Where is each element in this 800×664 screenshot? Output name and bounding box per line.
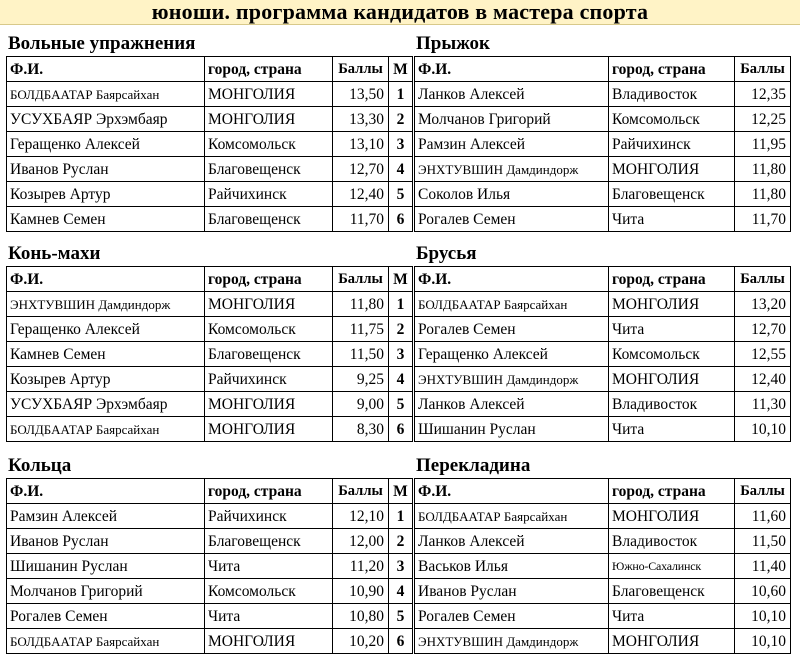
- cell-points: 13,50: [333, 82, 389, 107]
- cell-city: Благовещенск: [205, 529, 333, 554]
- cell-place: 1: [389, 82, 413, 107]
- table-row: [415, 132, 791, 157]
- table-row: [7, 292, 413, 317]
- column-header-name: Ф.И.: [7, 479, 205, 504]
- cell-place: 4: [389, 367, 413, 392]
- cell-points: 8,30: [333, 417, 389, 442]
- event-block-vault: [414, 32, 791, 232]
- column-header-city: город, страна: [205, 57, 333, 82]
- cell-place: 1: [389, 292, 413, 317]
- cell-city: Благовещенск: [609, 579, 735, 604]
- cell-place: 1: [389, 504, 413, 529]
- table-row: [415, 417, 791, 442]
- table-row: [7, 342, 413, 367]
- cell-points: 12,00: [333, 529, 389, 554]
- table-row: [415, 529, 791, 554]
- column-header-city: город, страна: [609, 57, 735, 82]
- table-header-row: [7, 479, 413, 504]
- event-title: Конь-махи: [8, 243, 101, 264]
- column-header-city: город, страна: [205, 267, 333, 292]
- cell-city: МОНГОЛИЯ: [609, 504, 735, 529]
- table-row: [415, 292, 791, 317]
- column-header-city: город, страна: [205, 479, 333, 504]
- event-block-hbar: [414, 454, 791, 654]
- table-row: [7, 182, 413, 207]
- results-table: [414, 56, 791, 232]
- cell-name: Молчанов Григорий: [415, 107, 609, 132]
- cell-name: Рогалев Семен: [415, 317, 609, 342]
- column-header-points: Баллы: [333, 479, 389, 504]
- cell-place: 3: [389, 554, 413, 579]
- cell-name: ЭНХТУВШИН Дамдиндорж: [415, 367, 609, 392]
- cell-points: 9,00: [333, 392, 389, 417]
- cell-name: Иванов Руслан: [7, 157, 205, 182]
- cell-name: Ланков Алексей: [415, 529, 609, 554]
- cell-city: Чита: [609, 317, 735, 342]
- cell-name: Рамзин Алексей: [415, 132, 609, 157]
- table-row: [415, 342, 791, 367]
- cell-city: МОНГОЛИЯ: [205, 392, 333, 417]
- results-table: [414, 266, 791, 442]
- cell-points: 13,10: [333, 132, 389, 157]
- cell-place: 3: [389, 132, 413, 157]
- cell-city: МОНГОЛИЯ: [609, 367, 735, 392]
- cell-place: 4: [389, 157, 413, 182]
- cell-points: 11,80: [735, 157, 791, 182]
- cell-place: 6: [389, 207, 413, 232]
- table-row: [415, 504, 791, 529]
- table-row: [7, 157, 413, 182]
- cell-place: 3: [389, 342, 413, 367]
- table-row: [415, 629, 791, 654]
- cell-name: Ланков Алексей: [415, 392, 609, 417]
- table-row: [7, 317, 413, 342]
- cell-points: 12,35: [735, 82, 791, 107]
- cell-city: Владивосток: [609, 82, 735, 107]
- table-row: [415, 554, 791, 579]
- cell-place: 5: [389, 182, 413, 207]
- cell-name: Геращенко Алексей: [7, 132, 205, 157]
- cell-points: 12,55: [735, 342, 791, 367]
- table-row: [7, 504, 413, 529]
- cell-points: 11,30: [735, 392, 791, 417]
- cell-name: БОЛДБААТАР Баярсайхан: [7, 82, 205, 107]
- table-row: [7, 367, 413, 392]
- cell-name: Иванов Руслан: [7, 529, 205, 554]
- cell-city: МОНГОЛИЯ: [205, 82, 333, 107]
- table-row: [415, 182, 791, 207]
- cell-place: 2: [389, 317, 413, 342]
- table-header-row: [415, 479, 791, 504]
- cell-points: 12,70: [333, 157, 389, 182]
- cell-points: 12,70: [735, 317, 791, 342]
- cell-points: 13,30: [333, 107, 389, 132]
- cell-city: МОНГОЛИЯ: [609, 292, 735, 317]
- event-block-floor: [6, 32, 413, 232]
- cell-points: 10,10: [735, 604, 791, 629]
- event-block-pommel: [6, 242, 413, 442]
- table-header-row: [7, 267, 413, 292]
- event-block-pbars: [414, 242, 791, 442]
- cell-city: МОНГОЛИЯ: [205, 292, 333, 317]
- cell-city: Райчихинск: [609, 132, 735, 157]
- cell-points: 11,70: [735, 207, 791, 232]
- cell-place: 2: [389, 529, 413, 554]
- table-row: [415, 579, 791, 604]
- table-row: [7, 529, 413, 554]
- cell-city: Чита: [609, 604, 735, 629]
- results-table: [414, 478, 791, 654]
- cell-city: Комсомольск: [205, 579, 333, 604]
- cell-city: Комсомольск: [609, 342, 735, 367]
- table-row: [415, 107, 791, 132]
- cell-name: Шишанин Руслан: [7, 554, 205, 579]
- cell-name: Рогалев Семен: [415, 207, 609, 232]
- table-row: [415, 604, 791, 629]
- cell-name: УСУХБАЯР Эрхэмбаяр: [7, 392, 205, 417]
- cell-points: 10,10: [735, 417, 791, 442]
- cell-points: 11,20: [333, 554, 389, 579]
- cell-city: Комсомольск: [205, 317, 333, 342]
- cell-name: Соколов Илья: [415, 182, 609, 207]
- table-row: [7, 132, 413, 157]
- column-header-points: Баллы: [333, 57, 389, 82]
- event-title: Кольца: [8, 455, 72, 476]
- column-header-place: М: [389, 57, 413, 82]
- table-row: [7, 107, 413, 132]
- cell-name: Рогалев Семен: [415, 604, 609, 629]
- cell-points: 11,80: [333, 292, 389, 317]
- column-header-name: Ф.И.: [7, 57, 205, 82]
- cell-city: Чита: [609, 417, 735, 442]
- cell-city: Комсомольск: [609, 107, 735, 132]
- table-row: [7, 629, 413, 654]
- cell-name: Камнев Семен: [7, 342, 205, 367]
- cell-name: ЭНХТУВШИН Дамдиндорж: [415, 629, 609, 654]
- cell-name: БОЛДБААТАР Баярсайхан: [415, 292, 609, 317]
- table-row: [415, 207, 791, 232]
- cell-place: 5: [389, 604, 413, 629]
- cell-points: 11,40: [735, 554, 791, 579]
- cell-points: 10,80: [333, 604, 389, 629]
- table-row: [7, 392, 413, 417]
- cell-city: МОНГОЛИЯ: [609, 629, 735, 654]
- cell-name: Шишанин Руслан: [415, 417, 609, 442]
- results-table: [6, 266, 413, 442]
- cell-place: 5: [389, 392, 413, 417]
- cell-points: 9,25: [333, 367, 389, 392]
- page-title: юноши. программа кандидатов в мастера спорта: [0, 0, 800, 25]
- cell-city: Чита: [609, 207, 735, 232]
- cell-name: Козырев Артур: [7, 182, 205, 207]
- cell-city: Благовещенск: [609, 182, 735, 207]
- table-row: [7, 579, 413, 604]
- event-block-rings: [6, 454, 413, 654]
- cell-name: Иванов Руслан: [415, 579, 609, 604]
- cell-name: Ланков Алексей: [415, 82, 609, 107]
- column-header-points: Баллы: [735, 479, 791, 504]
- cell-city: Благовещенск: [205, 157, 333, 182]
- cell-city: Южно-Сахалинск: [609, 554, 735, 579]
- cell-points: 11,95: [735, 132, 791, 157]
- event-title: Прыжок: [416, 33, 490, 54]
- column-header-name: Ф.И.: [415, 57, 609, 82]
- cell-points: 12,10: [333, 504, 389, 529]
- table-header-row: [415, 57, 791, 82]
- table-row: [415, 317, 791, 342]
- cell-name: Молчанов Григорий: [7, 579, 205, 604]
- column-header-place: М: [389, 479, 413, 504]
- cell-city: МОНГОЛИЯ: [609, 157, 735, 182]
- cell-place: 6: [389, 417, 413, 442]
- event-title: Перекладина: [416, 455, 531, 476]
- table-row: [7, 554, 413, 579]
- cell-name: ЭНХТУВШИН Дамдиндорж: [7, 292, 205, 317]
- results-table: [6, 478, 413, 654]
- cell-name: Геращенко Алексей: [7, 317, 205, 342]
- event-title: Брусья: [416, 243, 477, 264]
- table-row: [415, 367, 791, 392]
- table-header-row: [7, 57, 413, 82]
- cell-points: 12,40: [735, 367, 791, 392]
- cell-city: МОНГОЛИЯ: [205, 629, 333, 654]
- results-table: [6, 56, 413, 232]
- cell-points: 11,70: [333, 207, 389, 232]
- cell-city: Райчихинск: [205, 504, 333, 529]
- cell-city: МОНГОЛИЯ: [205, 107, 333, 132]
- column-header-city: город, страна: [609, 479, 735, 504]
- cell-name: БОЛДБААТАР Баярсайхан: [7, 417, 205, 442]
- cell-city: МОНГОЛИЯ: [205, 417, 333, 442]
- cell-points: 10,20: [333, 629, 389, 654]
- table-header-row: [415, 267, 791, 292]
- cell-city: Благовещенск: [205, 342, 333, 367]
- table-row: [7, 207, 413, 232]
- table-row: [7, 417, 413, 442]
- column-header-points: Баллы: [735, 267, 791, 292]
- column-header-city: город, страна: [609, 267, 735, 292]
- cell-city: Комсомольск: [205, 132, 333, 157]
- table-row: [415, 82, 791, 107]
- column-header-name: Ф.И.: [415, 479, 609, 504]
- cell-name: УСУХБАЯР Эрхэмбаяр: [7, 107, 205, 132]
- cell-points: 11,80: [735, 182, 791, 207]
- column-header-name: Ф.И.: [415, 267, 609, 292]
- table-row: [415, 392, 791, 417]
- cell-points: 10,10: [735, 629, 791, 654]
- cell-name: БОЛДБААТАР Баярсайхан: [415, 504, 609, 529]
- cell-points: 13,20: [735, 292, 791, 317]
- cell-place: 6: [389, 629, 413, 654]
- cell-place: 2: [389, 107, 413, 132]
- cell-name: Рамзин Алексей: [7, 504, 205, 529]
- cell-points: 10,60: [735, 579, 791, 604]
- column-header-place: М: [389, 267, 413, 292]
- cell-name: Геращенко Алексей: [415, 342, 609, 367]
- cell-city: Благовещенск: [205, 207, 333, 232]
- cell-name: ЭНХТУВШИН Дамдиндорж: [415, 157, 609, 182]
- cell-city: Райчихинск: [205, 182, 333, 207]
- table-row: [7, 604, 413, 629]
- cell-points: 12,40: [333, 182, 389, 207]
- table-row: [7, 82, 413, 107]
- cell-points: 11,50: [735, 529, 791, 554]
- table-row: [415, 157, 791, 182]
- cell-city: Чита: [205, 554, 333, 579]
- cell-city: Чита: [205, 604, 333, 629]
- cell-city: Райчихинск: [205, 367, 333, 392]
- cell-name: Камнев Семен: [7, 207, 205, 232]
- column-header-name: Ф.И.: [7, 267, 205, 292]
- cell-city: Владивосток: [609, 529, 735, 554]
- cell-place: 4: [389, 579, 413, 604]
- cell-name: БОЛДБААТАР Баярсайхан: [7, 629, 205, 654]
- column-header-points: Баллы: [333, 267, 389, 292]
- cell-points: 12,25: [735, 107, 791, 132]
- cell-city: Владивосток: [609, 392, 735, 417]
- cell-points: 10,90: [333, 579, 389, 604]
- cell-name: Козырев Артур: [7, 367, 205, 392]
- event-title: Вольные упражнения: [8, 33, 196, 54]
- cell-name: Васьков Илья: [415, 554, 609, 579]
- cell-name: Рогалев Семен: [7, 604, 205, 629]
- column-header-points: Баллы: [735, 57, 791, 82]
- cell-points: 11,50: [333, 342, 389, 367]
- cell-points: 11,75: [333, 317, 389, 342]
- cell-points: 11,60: [735, 504, 791, 529]
